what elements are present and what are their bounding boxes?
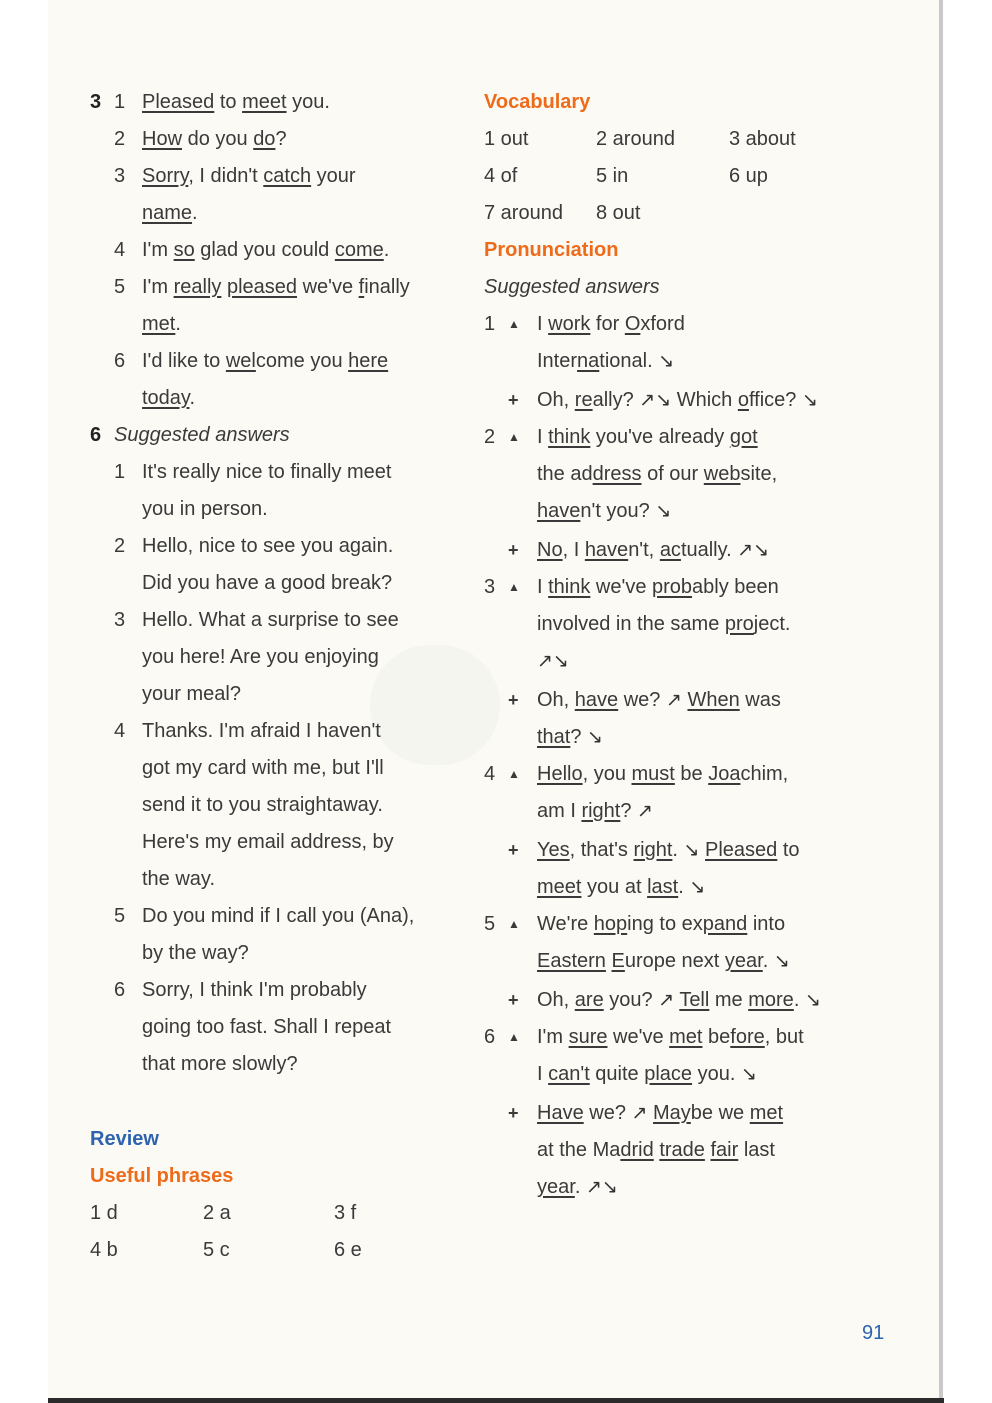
stressed-text: fore bbox=[730, 1026, 765, 1048]
answer-item bbox=[90, 232, 465, 269]
text-line bbox=[537, 306, 864, 343]
answer-cell: 2 around bbox=[596, 128, 675, 150]
text: ing to ex bbox=[627, 913, 703, 935]
text-line: that more slowly? bbox=[142, 1053, 298, 1075]
exercise-number: 6 bbox=[90, 424, 102, 446]
answer-cell: 4 b bbox=[90, 1239, 118, 1261]
stressed-text: No bbox=[537, 539, 563, 561]
text: ? bbox=[620, 800, 638, 822]
text: . bbox=[192, 202, 198, 224]
stressed-text: so bbox=[173, 239, 195, 261]
speaker-b-icon: + bbox=[508, 540, 519, 560]
text: be bbox=[702, 1026, 731, 1048]
item-number: 3 bbox=[484, 576, 496, 598]
stressed-text: Hello bbox=[537, 763, 583, 785]
text: . bbox=[762, 950, 774, 972]
text: site, bbox=[740, 463, 778, 485]
text-line: Did you have a good break? bbox=[142, 572, 393, 594]
speaker-b-icon: + bbox=[508, 990, 519, 1010]
item-number: 1 bbox=[114, 461, 126, 483]
answer-item bbox=[90, 84, 465, 121]
text: be we bbox=[690, 1102, 750, 1124]
intonation-arrow-icon: ↘ bbox=[587, 727, 603, 748]
speaker-a-icon: ▲ bbox=[508, 917, 520, 931]
stressed-text: work bbox=[548, 313, 591, 335]
stressed-text: How bbox=[142, 128, 183, 150]
intonation-arrow-icon: ↘ bbox=[740, 1064, 757, 1085]
text-line bbox=[537, 643, 864, 680]
answer-cell: 4 of bbox=[484, 165, 518, 187]
text: . bbox=[574, 1176, 586, 1198]
text-line: going too fast. Shall I repeat bbox=[142, 1016, 392, 1038]
text-line bbox=[537, 343, 864, 380]
text-line: the way. bbox=[142, 868, 215, 890]
intonation-arrow-icon: ↘ bbox=[689, 877, 706, 898]
item-number: 2 bbox=[484, 426, 496, 448]
answer-cell: 6 up bbox=[729, 165, 768, 187]
text-line bbox=[142, 269, 465, 306]
stressed-text: Yes bbox=[537, 839, 570, 861]
exercise-3-items bbox=[90, 84, 465, 417]
text-line bbox=[537, 456, 864, 493]
text: we? bbox=[618, 689, 666, 711]
review-heading: Review bbox=[90, 1128, 159, 1150]
stressed-text: today bbox=[142, 387, 190, 409]
text-line bbox=[537, 1132, 864, 1169]
text-line bbox=[142, 306, 465, 343]
useful-phrases-heading: Useful phrases bbox=[90, 1165, 234, 1187]
text: ? bbox=[570, 726, 588, 748]
stressed-text: Sorry bbox=[142, 165, 189, 187]
text-line bbox=[142, 84, 465, 121]
text: , I didn't bbox=[188, 165, 264, 187]
item-number: 5 bbox=[114, 276, 126, 298]
text: . bbox=[189, 387, 196, 409]
text: you've already bbox=[590, 426, 730, 448]
intonation-arrow-icon: ↗ bbox=[637, 801, 653, 822]
intonation-arrow-icon: ↗ bbox=[658, 990, 675, 1011]
intonation-arrow-icon: ↘ bbox=[658, 351, 675, 372]
text: . bbox=[793, 989, 805, 1011]
intonation-arrow-icon: ↗ bbox=[665, 690, 682, 711]
text-line: your meal? bbox=[142, 683, 241, 705]
stressed-text: met bbox=[142, 313, 176, 335]
stressed-text: more bbox=[748, 989, 794, 1011]
stressed-text: E bbox=[611, 950, 625, 972]
pronunciation-subheading: Suggested answers bbox=[484, 276, 660, 298]
text: we? bbox=[583, 1102, 632, 1124]
text-line bbox=[537, 832, 864, 869]
stressed-text: Pleased bbox=[705, 839, 778, 861]
response-line bbox=[484, 682, 864, 756]
stressed-text: dress bbox=[592, 463, 642, 485]
text: tually. bbox=[680, 539, 738, 561]
stressed-text: pleased bbox=[226, 276, 298, 298]
text-line bbox=[537, 1056, 864, 1093]
text-line bbox=[537, 982, 864, 1019]
speaker-b-icon: + bbox=[508, 840, 519, 860]
answer-item bbox=[90, 269, 465, 343]
stressed-text: that bbox=[537, 726, 571, 748]
text: xford bbox=[640, 313, 685, 335]
stressed-text: Joa bbox=[708, 763, 741, 785]
item-number: 6 bbox=[484, 1026, 496, 1048]
intonation-arrow-icon: ↘ bbox=[655, 501, 672, 522]
speaker-a-icon: ▲ bbox=[508, 430, 520, 444]
stressed-text: pro bbox=[724, 613, 754, 635]
answer-cell: 3 about bbox=[729, 128, 796, 150]
text: you. bbox=[286, 91, 330, 113]
text: quite bbox=[589, 1063, 645, 1085]
text: Oh, bbox=[537, 389, 575, 411]
text: I'm bbox=[142, 239, 174, 261]
text: ject. bbox=[753, 613, 791, 635]
intonation-arrow-icon: ↗↘ bbox=[737, 540, 770, 561]
text: Which bbox=[671, 389, 738, 411]
text: you? bbox=[603, 989, 659, 1011]
text-line bbox=[142, 232, 465, 269]
stressed-text: are bbox=[574, 989, 604, 1011]
text: involved in the same bbox=[537, 613, 725, 635]
text: , that's bbox=[569, 839, 634, 861]
text-line: Sorry, I think I'm probably bbox=[142, 979, 367, 1001]
text: ffice? bbox=[748, 389, 802, 411]
text-line bbox=[537, 682, 864, 719]
stressed-text: have bbox=[574, 689, 619, 711]
text: Inter bbox=[537, 350, 578, 372]
prompt-line bbox=[484, 306, 864, 380]
item-number: 2 bbox=[114, 128, 126, 150]
stressed-text: meet bbox=[537, 876, 582, 898]
exercise-3 bbox=[90, 84, 465, 417]
speaker-b-icon: + bbox=[508, 690, 519, 710]
item-number: 1 bbox=[484, 313, 496, 335]
text: We're bbox=[537, 913, 594, 935]
stressed-text: f bbox=[358, 276, 365, 298]
text: me bbox=[709, 989, 749, 1011]
text-line bbox=[537, 869, 864, 906]
answer-cell: 8 out bbox=[596, 202, 641, 224]
speaker-b-icon: + bbox=[508, 390, 519, 410]
exercise-6 bbox=[90, 417, 465, 1083]
answer-cell: 7 around bbox=[484, 202, 563, 224]
text: . bbox=[383, 239, 390, 261]
useful-phrases-answers bbox=[90, 1195, 465, 1269]
text-line bbox=[537, 1095, 864, 1132]
speaker-a-icon: ▲ bbox=[508, 1030, 520, 1044]
page-edge-right bbox=[939, 0, 943, 1403]
intonation-arrow-icon: ↘ bbox=[804, 990, 821, 1011]
answer-item bbox=[90, 528, 465, 602]
text-line bbox=[142, 380, 465, 417]
exercise-number: 3 bbox=[90, 91, 102, 113]
stressed-text: When bbox=[687, 689, 740, 711]
exercise-6-heading: Suggested answers bbox=[114, 424, 290, 446]
item-number: 4 bbox=[114, 239, 126, 261]
text: . bbox=[672, 839, 684, 861]
text-line bbox=[537, 606, 864, 643]
text: I bbox=[537, 1063, 549, 1085]
prompt-line bbox=[484, 569, 864, 680]
stressed-text: web bbox=[703, 463, 741, 485]
stressed-text: ac bbox=[659, 539, 681, 561]
response-line bbox=[484, 532, 864, 569]
stressed-text: right bbox=[633, 839, 673, 861]
text: we've bbox=[590, 576, 652, 598]
answer-cell: 2 a bbox=[203, 1202, 231, 1224]
text: I'm bbox=[537, 1026, 569, 1048]
text: , but bbox=[764, 1026, 804, 1048]
text-line: Hello. What a surprise to see bbox=[142, 609, 399, 631]
intonation-arrow-icon: ↘ bbox=[773, 951, 790, 972]
text-line bbox=[537, 382, 864, 419]
text-line: by the way? bbox=[142, 942, 249, 964]
response-line bbox=[484, 982, 864, 1019]
text-line bbox=[142, 158, 465, 195]
text-line bbox=[537, 1169, 864, 1206]
stressed-text: May bbox=[653, 1102, 691, 1124]
intonation-arrow-icon: ↗ bbox=[631, 1103, 648, 1124]
prompt-line bbox=[484, 1019, 864, 1093]
stressed-text: think bbox=[548, 576, 591, 598]
text: you at bbox=[581, 876, 648, 898]
item-number: 2 bbox=[114, 535, 126, 557]
text: do you bbox=[182, 128, 254, 150]
text: at the Ma bbox=[537, 1139, 621, 1161]
text: for bbox=[590, 313, 625, 335]
stressed-text: prob bbox=[652, 576, 693, 598]
stressed-text: met bbox=[749, 1102, 784, 1124]
vocabulary-heading: Vocabulary bbox=[484, 91, 591, 113]
stressed-text: pand bbox=[702, 913, 748, 935]
stressed-text: do bbox=[253, 128, 276, 150]
text: ally? bbox=[592, 389, 640, 411]
text-line bbox=[537, 532, 864, 569]
text: we've bbox=[607, 1026, 670, 1048]
text: your bbox=[311, 165, 356, 187]
intonation-arrow-icon: ↗↘ bbox=[537, 651, 569, 672]
stressed-text: place bbox=[644, 1063, 693, 1085]
text: tional. bbox=[599, 350, 659, 372]
stressed-text: O bbox=[624, 313, 641, 335]
stressed-text: hop bbox=[593, 913, 628, 935]
text-line bbox=[537, 756, 864, 793]
stressed-text: have bbox=[584, 539, 629, 561]
text: Oh, bbox=[537, 989, 575, 1011]
text-line: Do you mind if I call you (Ana), bbox=[142, 905, 415, 927]
text-line bbox=[537, 719, 864, 756]
item-number: 4 bbox=[114, 720, 126, 742]
stressed-text: fair bbox=[710, 1139, 739, 1161]
stressed-text: year bbox=[724, 950, 763, 972]
stressed-text: Tell bbox=[679, 989, 710, 1011]
text: of our bbox=[641, 463, 704, 485]
answer-cell: 1 out bbox=[484, 128, 529, 150]
item-number: 5 bbox=[484, 913, 496, 935]
speaker-b-icon: + bbox=[508, 1103, 519, 1123]
item-number: 6 bbox=[114, 979, 126, 1001]
stressed-text: really bbox=[173, 276, 222, 298]
text: , I bbox=[562, 539, 585, 561]
stressed-text: wel bbox=[225, 350, 256, 372]
text: I bbox=[537, 313, 549, 335]
stressed-text: right bbox=[581, 800, 621, 822]
text: urope next bbox=[624, 950, 725, 972]
text: be bbox=[674, 763, 709, 785]
stressed-text: Eastern bbox=[537, 950, 606, 972]
text: Oh, bbox=[537, 689, 575, 711]
stressed-text: sure bbox=[568, 1026, 608, 1048]
text: to bbox=[777, 839, 800, 861]
speaker-a-icon: ▲ bbox=[508, 317, 520, 331]
text: ? bbox=[275, 128, 287, 150]
answer-cell: 5 c bbox=[203, 1239, 230, 1261]
text: , you bbox=[582, 763, 632, 785]
prompt-line bbox=[484, 756, 864, 830]
item-number: 1 bbox=[114, 91, 126, 113]
intonation-arrow-icon: ↗↘ bbox=[585, 1177, 618, 1198]
text-line bbox=[537, 493, 864, 530]
spacer bbox=[90, 1083, 465, 1121]
text-line: you in person. bbox=[142, 498, 268, 520]
text-line: Thanks. I'm afraid I haven't bbox=[142, 720, 381, 742]
page-number: 91 bbox=[862, 1322, 885, 1344]
stressed-text: meet bbox=[242, 91, 287, 113]
item-number: 5 bbox=[114, 905, 126, 927]
vocabulary-answers bbox=[484, 121, 864, 232]
stressed-text: o bbox=[737, 389, 749, 411]
stressed-text: name bbox=[142, 202, 193, 224]
text: I bbox=[537, 576, 549, 598]
response-line bbox=[484, 832, 864, 906]
prompt-line bbox=[484, 906, 864, 980]
text: chim, bbox=[740, 763, 789, 785]
text: I'm bbox=[142, 276, 174, 298]
answer-item bbox=[90, 454, 465, 528]
stressed-text: re bbox=[574, 389, 593, 411]
text-line bbox=[537, 419, 864, 456]
stressed-text: last bbox=[647, 876, 679, 898]
stressed-text: have bbox=[537, 500, 581, 522]
text: I'd like to bbox=[142, 350, 226, 372]
item-number: 3 bbox=[114, 609, 126, 631]
exercise-6-items bbox=[90, 454, 465, 1083]
stressed-text: Have bbox=[537, 1102, 584, 1124]
text-line bbox=[142, 343, 465, 380]
text: . bbox=[175, 313, 181, 335]
text: was bbox=[739, 689, 781, 711]
stressed-text: got bbox=[729, 426, 758, 448]
text-line bbox=[142, 121, 465, 158]
stressed-text: come bbox=[334, 239, 384, 261]
page-edge-bottom bbox=[48, 1398, 944, 1403]
stressed-text: met bbox=[669, 1026, 703, 1048]
text: n't you? bbox=[580, 500, 656, 522]
text: to bbox=[214, 91, 243, 113]
text-line bbox=[537, 943, 864, 980]
right-column bbox=[484, 84, 864, 1206]
text-line bbox=[142, 195, 465, 232]
pronunciation-heading: Pronunciation bbox=[484, 239, 619, 261]
text-line bbox=[537, 793, 864, 830]
text: last bbox=[738, 1139, 775, 1161]
stressed-text: here bbox=[348, 350, 389, 372]
stressed-text: can't bbox=[548, 1063, 590, 1085]
text: I bbox=[537, 426, 549, 448]
speaker-a-icon: ▲ bbox=[508, 580, 520, 594]
answer-cell: 6 e bbox=[334, 1239, 362, 1261]
text-line bbox=[537, 906, 864, 943]
text: glad you could bbox=[194, 239, 335, 261]
stressed-text: must bbox=[631, 763, 675, 785]
answer-item bbox=[90, 898, 465, 972]
text: the ad bbox=[537, 463, 593, 485]
item-number: 6 bbox=[114, 350, 126, 372]
stressed-text: year bbox=[537, 1176, 575, 1198]
text: inally bbox=[364, 276, 410, 298]
text: ably been bbox=[692, 576, 779, 598]
text: come you bbox=[255, 350, 349, 372]
text-line: Hello, nice to see you again. bbox=[142, 535, 394, 557]
text: you. bbox=[692, 1063, 741, 1085]
answer-item bbox=[90, 158, 465, 232]
text: . bbox=[678, 876, 690, 898]
stressed-text: trade bbox=[659, 1139, 705, 1161]
intonation-arrow-icon: ↗↘ bbox=[639, 390, 672, 411]
stressed-text: na bbox=[577, 350, 600, 372]
text: am I bbox=[537, 800, 582, 822]
text-line: It's really nice to finally meet bbox=[142, 461, 392, 483]
answer-item bbox=[90, 602, 465, 713]
answer-item bbox=[90, 343, 465, 417]
stressed-text: drid bbox=[620, 1139, 654, 1161]
stressed-text: catch bbox=[263, 165, 312, 187]
item-number: 4 bbox=[484, 763, 496, 785]
stressed-text: Pleased bbox=[142, 91, 215, 113]
text-line: Here's my email address, by bbox=[142, 831, 394, 853]
answer-cell: 5 in bbox=[596, 165, 629, 187]
answer-item bbox=[90, 972, 465, 1083]
stressed-text: think bbox=[548, 426, 591, 448]
intonation-arrow-icon: ↘ bbox=[683, 840, 700, 861]
text: we've bbox=[297, 276, 359, 298]
item-number: 3 bbox=[114, 165, 126, 187]
text-line: got my card with me, but I'll bbox=[142, 757, 384, 779]
text-line: send it to you straightaway. bbox=[142, 794, 383, 816]
response-line bbox=[484, 1095, 864, 1206]
response-line bbox=[484, 382, 864, 419]
left-column bbox=[90, 84, 465, 1269]
answer-item bbox=[90, 121, 465, 158]
prompt-line bbox=[484, 419, 864, 530]
text-line: you here! Are you enjoying bbox=[142, 646, 379, 668]
answer-cell: 3 f bbox=[334, 1202, 357, 1224]
answer-item bbox=[90, 713, 465, 898]
intonation-arrow-icon: ↘ bbox=[801, 390, 818, 411]
text-line bbox=[537, 1019, 864, 1056]
text-line bbox=[537, 569, 864, 606]
text: into bbox=[747, 913, 786, 935]
text: n't, bbox=[628, 539, 660, 561]
pronunciation-items bbox=[484, 306, 864, 1206]
speaker-a-icon: ▲ bbox=[508, 767, 520, 781]
answer-cell: 1 d bbox=[90, 1202, 118, 1224]
